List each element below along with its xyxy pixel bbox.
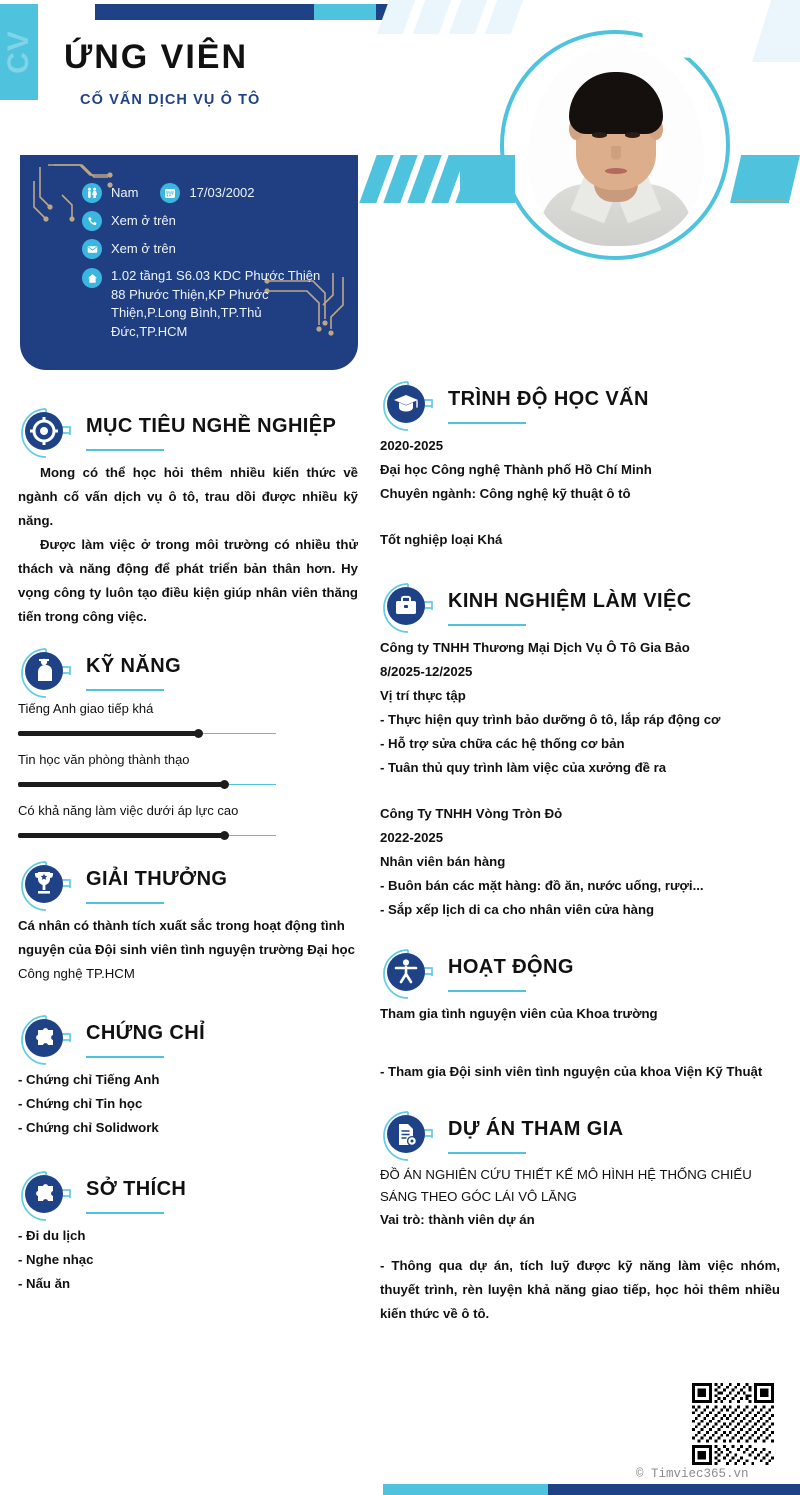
section-skills (18, 645, 358, 840)
skill-bar-knob (194, 729, 203, 738)
section-certificates-body (18, 1068, 358, 1140)
email-icon (82, 239, 102, 259)
section-certificates-underline (86, 1056, 164, 1058)
header-top-bar-cyan (314, 4, 376, 20)
calendar-icon (160, 183, 180, 203)
project-role: Vai trò: thành viên dự án (380, 1212, 535, 1227)
hobby-item: - Nghe nhạc (18, 1252, 94, 1267)
objective-paragraph-2: Được làm việc ở trong môi trường có nhiều thử thách và năng động để phát triển bản thân hơn. Hy vọng công ty luôn tạo điều kiện giúp nhân viên thăng tiến trong công việc. (18, 537, 358, 624)
section-activities-title: HOẠT ĐỘNG (448, 956, 574, 978)
job-role: Vị trí thực tập (380, 688, 466, 703)
section-skills-underline (86, 689, 164, 691)
job-company: Công ty TNHH Thương Mại Dịch Vụ Ô Tô Gia Bảo (380, 640, 690, 655)
skill-bar-fill (18, 731, 199, 736)
skill-label: Tin học văn phòng thành thạo (18, 752, 190, 767)
experience-job (380, 802, 780, 922)
candidate-job-title: CỐ VẤN DỊCH VỤ Ô TÔ (80, 92, 261, 108)
certificate-item: - Chứng chỉ Solidwork (18, 1120, 159, 1135)
header-decor-chevron-outline (736, 157, 794, 201)
section-education (380, 378, 780, 552)
section-projects-body (380, 1164, 780, 1326)
section-hobbies-body (18, 1224, 358, 1296)
person-activity-icon (380, 946, 436, 1002)
home-icon (82, 268, 102, 288)
section-activities-underline (448, 990, 526, 992)
left-column (18, 405, 358, 1312)
contact-birthday: 17/03/2002 (189, 185, 255, 200)
section-education-body (380, 434, 780, 552)
job-bullet: - Thực hiện quy trình bảo dưỡng ô tô, lắp ráp động cơ (380, 712, 721, 727)
section-activities (380, 946, 780, 1084)
document-gear-icon (380, 1108, 436, 1164)
cv-tab (0, 4, 38, 100)
section-certificates-title: CHỨNG CHỈ (86, 1022, 206, 1044)
section-awards-body (18, 914, 358, 986)
skill-bar-knob (220, 831, 229, 840)
right-column (380, 378, 780, 1342)
section-activities-header (380, 946, 780, 1002)
candidate-name: ỨNG VIÊN (64, 38, 249, 76)
section-objective-header (18, 405, 358, 461)
section-experience (380, 580, 780, 922)
job-bullet: - Hỗ trợ sửa chữa các hệ thống cơ bản (380, 736, 625, 751)
section-hobbies-title: SỞ THÍCH (86, 1178, 187, 1200)
contact-phone: Xem ở trên (111, 213, 176, 228)
section-objective (18, 405, 358, 629)
briefcase-icon (380, 580, 436, 636)
skill-bar (18, 832, 276, 840)
education-result: Tốt nghiệp loại Khá (380, 532, 503, 547)
job-bullet: - Tuân thủ quy trình làm việc của xưởng đề ra (380, 760, 667, 775)
brain-head-icon (18, 645, 74, 701)
objective-paragraph-1: Mong có thể học hỏi thêm nhiều kiến thức về ngành cố vấn dịch vụ ô tô, trau dồi được nhiều kỹ năng. (18, 465, 358, 528)
puzzle-icon (18, 1012, 74, 1068)
section-skills-header (18, 645, 358, 701)
trophy-icon (18, 858, 74, 914)
job-bullet: - Buôn bán các mặt hàng: đồ ăn, nước uống, rượi... (380, 878, 704, 893)
skill-bar-fill (18, 833, 224, 838)
qr-code-icon (692, 1383, 774, 1465)
job-role: Nhân viên bán hàng (380, 854, 506, 869)
section-projects-underline (448, 1152, 526, 1154)
skill-item (18, 752, 358, 789)
header-decor-pale-right (752, 0, 800, 62)
section-hobbies (18, 1168, 358, 1296)
section-activities-body (380, 1002, 780, 1084)
education-years: 2020-2025 (380, 438, 444, 453)
section-awards-header (18, 858, 358, 914)
activity-line: - Tham gia Đội sinh viên tình nguyện của khoa Viện Kỹ Thuật (380, 1064, 763, 1079)
section-skills-body (18, 701, 358, 840)
contact-email: Xem ở trên (111, 241, 176, 256)
section-projects (380, 1108, 780, 1326)
contact-rows (82, 183, 332, 349)
hobby-item: - Đi du lịch (18, 1228, 86, 1243)
footer-bar-cyan (383, 1484, 548, 1495)
section-experience-title: KINH NGHIỆM LÀM VIỆC (448, 590, 692, 612)
skill-bar-fill (18, 782, 224, 787)
contact-panel (20, 155, 358, 370)
puzzle-icon (18, 1168, 74, 1224)
avatar (500, 22, 730, 272)
project-summary: - Thông qua dự án, tích luỹ được kỹ năng làm việc nhóm, thuyết trình, rèn luyện khả năng giao tiếp, học hỏi thêm nhiều kiến thức về ô tô. (380, 1258, 780, 1321)
contact-row-email (82, 239, 332, 259)
skill-bar (18, 781, 276, 789)
section-certificates (18, 1012, 358, 1140)
section-awards (18, 858, 358, 986)
section-certificates-header (18, 1012, 358, 1068)
skill-item (18, 701, 358, 738)
job-company: Công Ty TNHH Vòng Tròn Đỏ (380, 806, 563, 821)
experience-job (380, 636, 780, 780)
job-bullet: - Sắp xếp lịch di ca cho nhân viên cửa hàng (380, 902, 655, 917)
contact-row-phone (82, 211, 332, 231)
project-name: ĐỒ ÁN NGHIÊN CỨU THIẾT KẾ MÔ HÌNH HỆ THỐNG CHIẾU SÁNG THEO GÓC LÁI VÔ LĂNG (380, 1167, 752, 1204)
section-projects-header (380, 1108, 780, 1164)
section-experience-body (380, 636, 780, 922)
hobby-item: - Nấu ăn (18, 1276, 71, 1291)
certificate-item: - Chứng chỉ Tiếng Anh (18, 1072, 160, 1087)
phone-icon (82, 211, 102, 231)
activity-line: Tham gia tình nguyện viên của Khoa trường (380, 1006, 658, 1021)
section-education-title: TRÌNH ĐỘ HỌC VẤN (448, 388, 649, 410)
target-icon (18, 405, 74, 461)
section-objective-title: MỤC TIÊU NGHỀ NGHIỆP (86, 415, 337, 437)
skill-bar-knob (220, 780, 229, 789)
contact-row-address (82, 267, 332, 341)
awards-text-light: Công nghệ TP.HCM (18, 966, 135, 981)
skill-label: Có khả năng làm việc dưới áp lực cao (18, 803, 239, 818)
cv-tab-label: CV (2, 30, 35, 74)
section-experience-underline (448, 624, 526, 626)
section-objective-underline (86, 449, 164, 451)
contact-row-gender-birthday (82, 183, 332, 203)
footer-bar-navy (548, 1484, 800, 1495)
education-major: Chuyên ngành: Công nghệ kỹ thuật ô tô (380, 486, 631, 501)
contact-address: 1.02 tầng1 S6.03 KDC Phước Thiện 88 Phước Thiện,KP Phước Thiện,P.Long Bình,TP.Thủ Đức,TP.HCM (111, 268, 321, 339)
credit-label: © Timviec365.vn (636, 1467, 749, 1481)
section-skills-title: KỸ NĂNG (86, 655, 182, 677)
section-education-underline (448, 422, 526, 424)
job-period: 2022-2025 (380, 830, 444, 845)
job-period: 8/2025-12/2025 (380, 664, 473, 679)
graduation-cap-icon (380, 378, 436, 434)
section-education-header (380, 378, 780, 434)
certificate-item: - Chứng chỉ Tin học (18, 1096, 143, 1111)
skill-item (18, 803, 358, 840)
section-awards-underline (86, 902, 164, 904)
section-hobbies-underline (86, 1212, 164, 1214)
section-awards-title: GIẢI THƯỞNG (86, 868, 228, 890)
skill-label: Tiếng Anh giao tiếp khá (18, 701, 154, 716)
section-projects-title: DỰ ÁN THAM GIA (448, 1118, 624, 1140)
awards-text-bold: Cá nhân có thành tích xuất sắc trong hoạt động tình nguyện của Đội sinh viên tình nguyện trường Đại học (18, 918, 355, 957)
section-hobbies-header (18, 1168, 358, 1224)
section-objective-body (18, 461, 358, 629)
skill-bar (18, 730, 276, 738)
gender-icon (82, 183, 102, 203)
section-experience-header (380, 580, 780, 636)
contact-gender: Nam (111, 185, 139, 200)
education-school: Đại học Công nghệ Thành phố Hồ Chí Minh (380, 462, 652, 477)
